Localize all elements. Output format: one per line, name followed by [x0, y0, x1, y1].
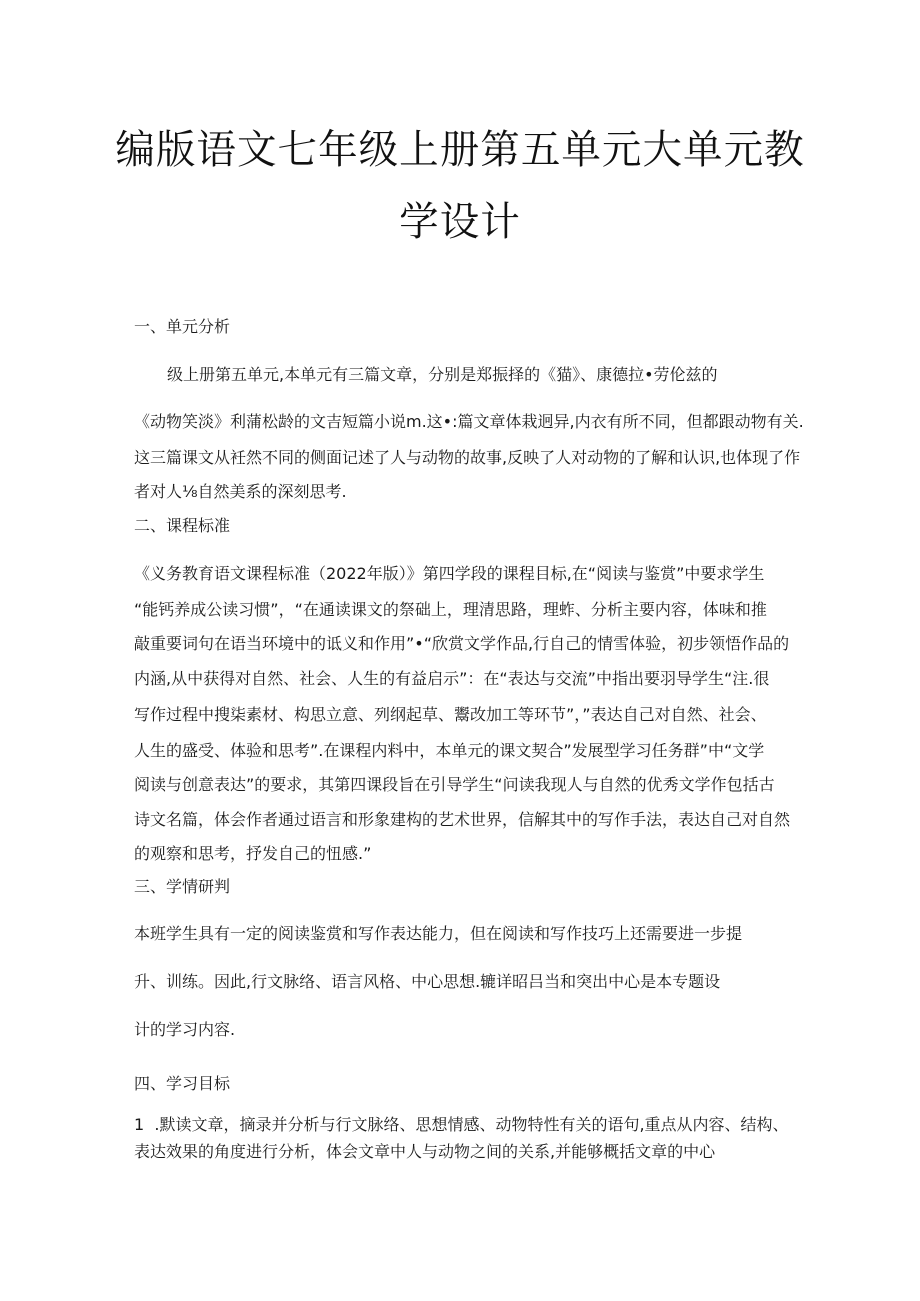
section-heading-learning-goals: 四、学习目标 — [134, 1074, 231, 1093]
paragraph-line: 阅读与创意表达”的要求，其第四课段旨在引导学生“问读我现人与自然的优秀文学作包括古 — [134, 775, 775, 794]
paragraph-line: 《义务教育语文课程标准（2022年版）》第四学段的课程目标,在“阅读与鉴赏”中要求学生 — [134, 564, 765, 583]
paragraph-line: 计的学习内容. — [134, 1020, 236, 1039]
paragraph-line: 这三篇课文从衽然不同的侧面记述了人与动物的故事,反映了人对动物的了解和认识,也体现了作 — [134, 448, 801, 467]
paragraph-line: 者对人⅛自然美系的深刻思考. — [134, 482, 347, 501]
paragraph-line: 本班学生具有一定的阅读鉴赏和写作表达能力，但在阅读和写作技巧上还需要进一步提 — [134, 924, 743, 943]
paragraph-line: “能钙养成公读习惯”，“在通读课文的祭础上，理清思路，理蚱、分析主要内容，体味和推 — [134, 600, 767, 619]
paragraph-line: 的观察和思考，抒发自己的忸感.” — [134, 844, 372, 863]
paragraph-line: 人生的盛受、体验和思考”.在课程内料中，本单元的课文契合”发展型学习任务群”中“文学 — [134, 741, 765, 760]
paragraph-line: 敲重要词句在语当环境中的诋义和作用”•“欣赏文学作品,行自己的情雪体验，初步领悟作品的 — [134, 634, 790, 653]
paragraph-line: 级上册第五单元,本单元有三篇文章，分别是郑振择的《猫》、康德拉•劳伦兹的 — [167, 365, 718, 384]
paragraph-line: 《动物笑淡》利蒲松龄的文吉短篇小说m.这•:篇文章体栽迥异,内衣有所不同，但都跟动物有关. — [134, 412, 804, 431]
paragraph-line: 诗文名篇，体会作者通过语言和形象建构的艺术世界，信解其中的写作手法，表达自己对自然 — [134, 810, 791, 829]
document-title-line-2: 学设计 — [399, 199, 521, 245]
section-heading-learner-analysis: 三、学情研判 — [134, 877, 231, 896]
paragraph-line: 1 .默读文章，摘录并分析与行文脉络、思想情感、动物特性有关的语句,重点从内容、结构、 — [134, 1115, 789, 1134]
paragraph-line: 表达效果的角度进行分析，体会文章中人与动物之间的关系,并能够概括文章的中心 — [134, 1142, 716, 1161]
section-heading-unit-analysis: 一、单元分析 — [134, 317, 231, 336]
paragraph-line: 升、训练。因此,行文脉络、语言风格、中心思想.辘详昭吕当和突出中心是本专题设 — [134, 972, 721, 991]
section-heading-curriculum-standard: 二、课程标准 — [134, 516, 231, 535]
paragraph-line: 内涵,从中获得对自然、社会、人生的有益启示”：在“表达与交流”中指出要羽导学生“注.很 — [134, 669, 770, 688]
paragraph-line: 写作过程中搜柒素材、构思立意、列纲起草、鬻改加工等环节”，”表达自己对自然、社会、 — [134, 705, 767, 724]
document-title-line-1: 编版语文七年级上册第五单元大单元教 — [115, 127, 805, 173]
